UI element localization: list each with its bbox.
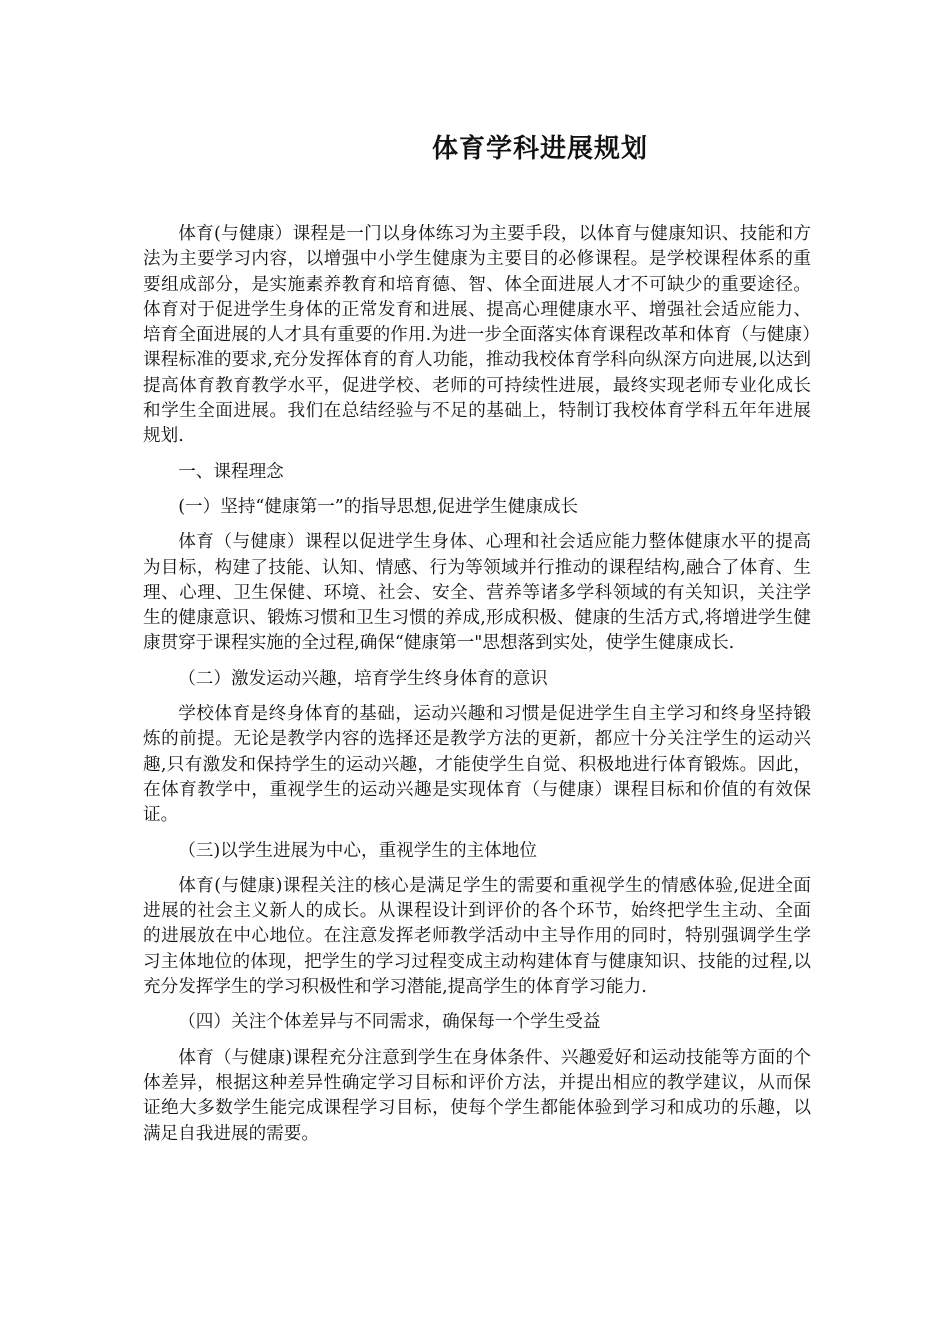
section-heading-course-philosophy: 一、课程理念 [178,461,284,482]
subsection-heading-3: （三)以学生进展为中心，重视学生的主体地位 [178,840,537,861]
subsection-paragraph-3: 体育(与健康)课程关注的核心是满足学生的需要和重视学生的情感体验,促进全面进展的社会主义新人的成长。从课程设计到评价的各个环节，始终把学生主动、全面的进展放在中心地位。在注意发挥老师教学活动中主导作用的同时，特别强调学生学习主体地位的体现，把学生的学习过程变成主动构建体育与健康知识、技能的过程,以充分发挥学生的学习积极性和学习潜能,提高学生的体育学习能力. [143,875,811,998]
subsection-heading-2: （二）激发运动兴趣，培育学生终身体育的意识 [178,668,548,689]
intro-paragraph: 体育(与健康）课程是一门以身体练习为主要手段，以体育与健康知识、技能和方法为主要学习内容，以增强中小学生健康为主要目的必修课程。是学校课程体系的重要组成部分，是实施素养教育和培育德、智、体全面进展人才不可缺少的重要途径。体育对于促进学生身体的正常发育和进展、提高心理健康水平、增强社会适应能力、培育全面进展的人才具有重要的作用.为进一步全面落实体育课程改革和体育（与健康）课程标准的要求,充分发挥体育的育人功能，推动我校体育学科向纵深方向进展,以达到提高体育教育教学水平，促进学校、老师的可持续性进展，最终实现老师专业化成长和学生全面进展。我们在总结经验与不足的基础上，特制订我校体育学科五年年进展规划. [143,224,811,447]
document-title: 体育学科进展规划 [431,134,648,164]
subsection-heading-4: （四）关注个体差异与不同需求，确保每一个学生受益 [178,1012,601,1033]
subsection-heading-1: (一）坚持“健康第一”的指导思想,促进学生健康成长 [178,496,579,517]
subsection-paragraph-4: 体育（与健康)课程充分注意到学生在身体条件、兴趣爱好和运动技能等方面的个体差异，根据这种差异性确定学习目标和评价方法，并提出相应的教学建议，从而保证绝大多数学生能完成课程学习目标，使每个学生都能体验到学习和成功的乐趣，以满足自我进展的需要。 [143,1047,811,1144]
document-body [143,222,811,1157]
subsection-paragraph-2: 学校体育是终身体育的基础，运动兴趣和习惯是促进学生自主学习和终身坚持锻炼的前提。无论是教学内容的选择还是教学方法的更新，都应十分关注学生的运动兴趣,只有激发和保持学生的运动兴趣，才能使学生自觉、积极地进行体育锻炼。因此，在体育教学中，重视学生的运动兴趣是实现体育（与健康）课程目标和价值的有效保证。 [143,704,811,826]
subsection-paragraph-1: 体育（与健康）课程以促进学生身体、心理和社会适应能力整体健康水平的提高为目标，构建了技能、认知、情感、行为等领域并行推动的课程结构,融合了体育、生理、心理、卫生保健、环境、社会、安全、营养等诸多学科领域的有关知识，关注学生的健康意识、锻炼习惯和卫生习惯的养成,形成积极、健康的生活方式,将增进学生健康贯穿于课程实施的全过程,确保“健康第一"思想落到实处，使学生健康成长. [143,532,811,654]
